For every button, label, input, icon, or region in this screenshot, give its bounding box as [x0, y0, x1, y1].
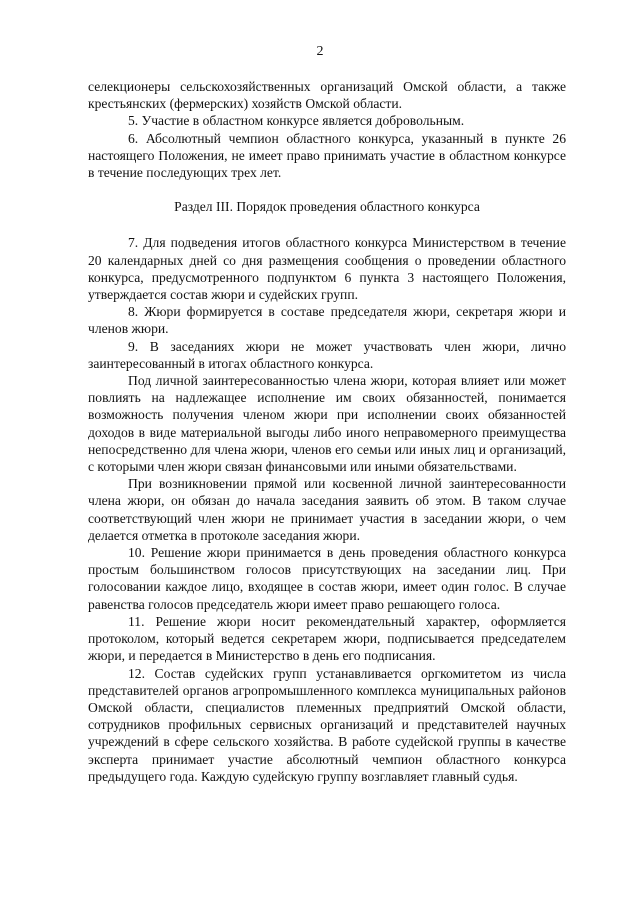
section-heading: Раздел III. Порядок проведения областного конкурса — [174, 199, 480, 215]
paragraph: 7. Для подведения итогов областного конкурса Министерством в течение 20 календарных дней со дня размещения сообщения о проведении областного конкурса, предусмотренного подпунктом 6 пункта 3 настоящего Положения, утверждается состав жюри и судейских групп. — [88, 235, 566, 303]
paragraph: 5. Участие в областном конкурсе является добровольным. — [128, 113, 465, 129]
paragraph: селекционеры сельскохозяйственных организаций Омской области, а также крестьянских (фермерских) хозяйств Омской области. — [88, 79, 566, 112]
paragraph: 8. Жюри формируется в составе председателя жюри, секретаря жюри и членов жюри. — [88, 304, 566, 337]
document-body — [88, 78, 566, 785]
paragraph: 10. Решение жюри принимается в день проведения областного конкурса простым большинством голосов присутствующих на заседании лиц. При голосовании каждое лицо, входящее в состав жюри, имеет один голос. В случае равенства голосов председатель жюри имеет право решающего голоса. — [88, 545, 566, 612]
paragraph: Под личной заинтересованностью члена жюри, которая влияет или может повлиять на надлежащее исполнение им своих обязанностей, понимается возможность получения членом жюри при исполнении своих обязанностей доходов в виде материальной выгоды либо иного неправомерного преимущества непосредственно для члена жюри, членов его семьи или иных лиц и организаций, с которыми член жюри связан финансовыми или иными обязательствами. — [88, 373, 566, 475]
paragraph: 11. Решение жюри носит рекомендательный характер, оформляется протоколом, который ведется секретарем жюри, подписывается председателем жюри, и передается в Министерство в день его подписания. — [88, 613, 566, 664]
paragraph: 6. Абсолютный чемпион областного конкурса, указанный в пункте 26 настоящего Положения, не имеет право принимать участие в областном конкурсе в течение последующих трех лет. — [88, 130, 566, 181]
page-number: 2 — [316, 44, 324, 59]
paragraph: 12. Состав судейских групп устанавливается оргкомитетом из числа представителей органов агропромышленного комплекса муниципальных районов Омской области, специалистов племенных предприятий Омской области, сотрудников профильных сервисных организаций и представителей научных учреждений в сфере сельского хозяйства. В работе судейской группы в качестве эксперта принимает участие абсолютный чемпион областного конкурса предыдущего года. Каждую судейскую группу возглавляет главный судья. — [88, 665, 566, 784]
paragraph: При возникновении прямой или косвенной личной заинтересованности члена жюри, он обязан до начала заседания заявить об этом. В таком случае соответствующий член жюри не принимает участия в заседании жюри, о чем делается отметка в протоколе заседания жюри. — [88, 476, 566, 543]
paragraph: 9. В заседаниях жюри не может участвовать член жюри, лично заинтересованный в итогах областного конкурса. — [88, 338, 566, 371]
